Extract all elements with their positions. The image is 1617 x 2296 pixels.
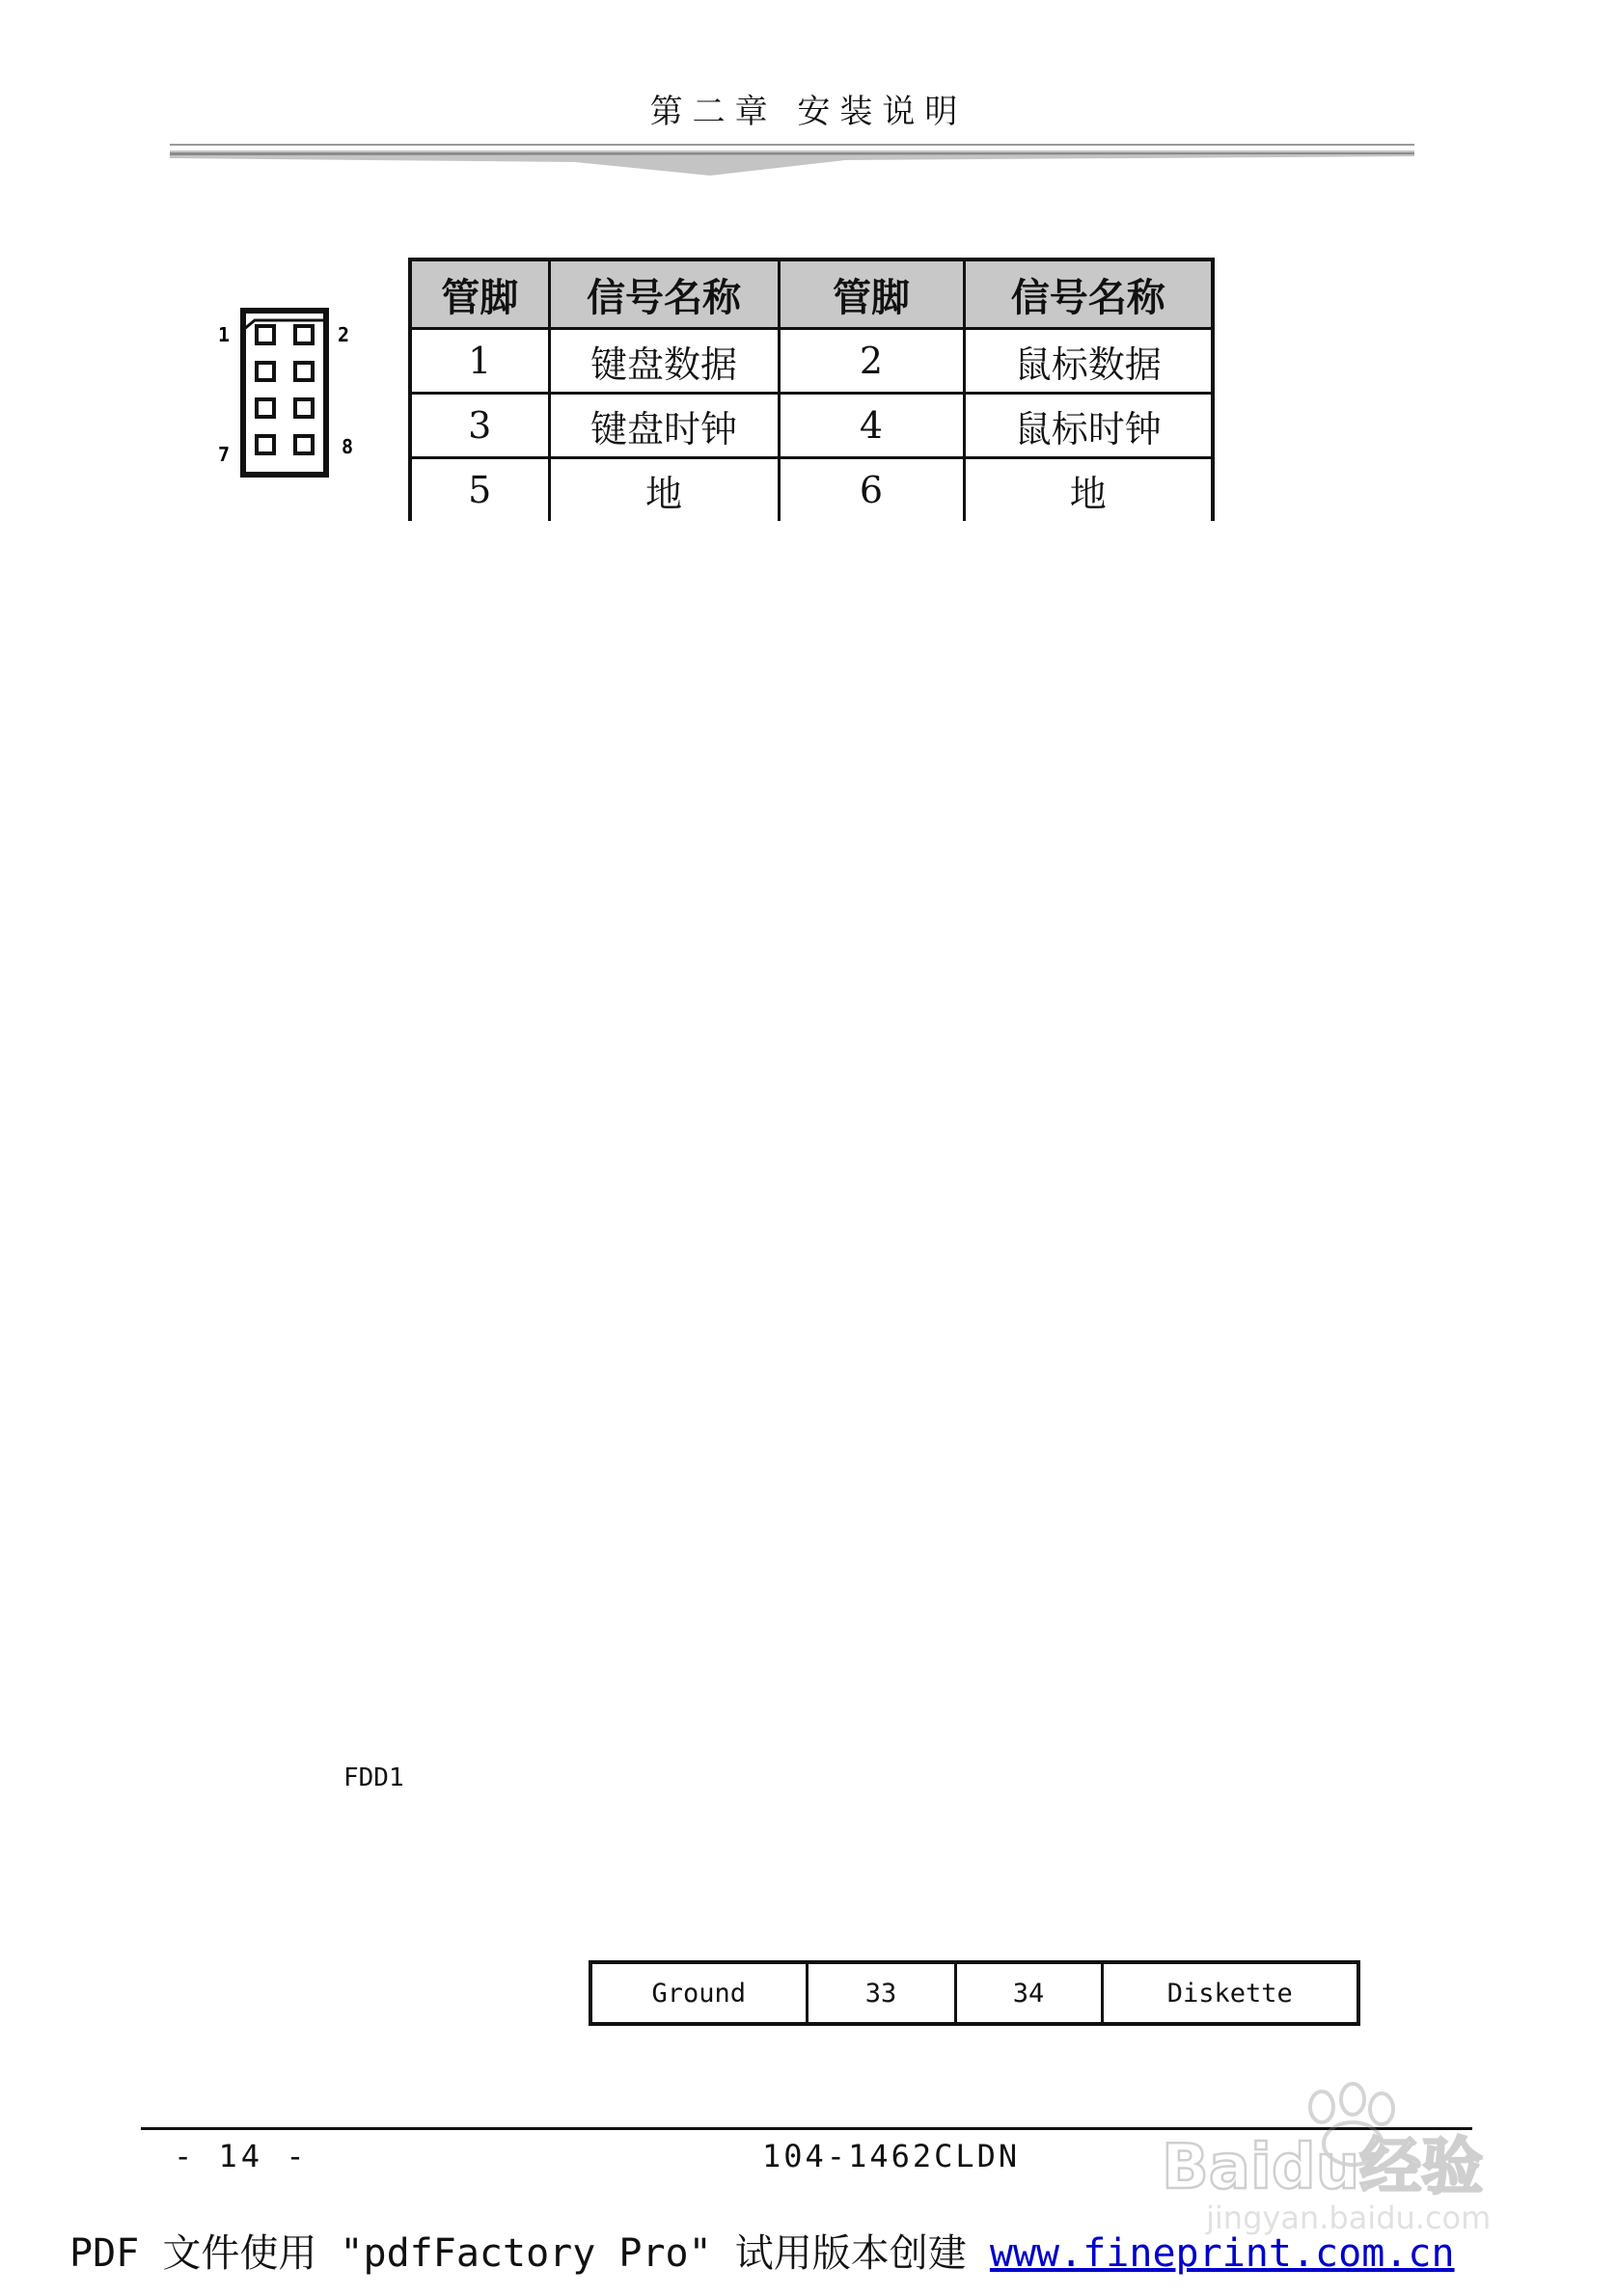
table-cell: 鼠标时钟	[964, 394, 1213, 458]
document-code: 104-1462CLDN	[762, 2138, 1021, 2174]
table-cell: 键盘时钟	[549, 394, 779, 458]
table-cell: 6	[779, 458, 964, 522]
watermark-url: jingyan.baidu.com	[1206, 2200, 1492, 2236]
table-cell: Ground	[590, 1962, 807, 2024]
table-cell: 33	[807, 1962, 955, 2024]
table-cell: 1	[410, 329, 549, 394]
baidu-jingyan-watermark	[1138, 2074, 1544, 2238]
pdf-note-text: PDF 文件使用 "pdfFactory Pro" 试用版本创建	[69, 2231, 990, 2276]
connector-pin-label: 1	[218, 323, 231, 346]
connector-pin-label: 2	[338, 323, 350, 346]
watermark-brand: Baidu经验	[1162, 2132, 1484, 2203]
table-cell: 4	[779, 394, 964, 458]
table-cell: 5	[410, 458, 549, 522]
column-header-signal: 信号名称	[549, 260, 779, 329]
fineprint-link[interactable]: www.fineprint.com.cn	[989, 2231, 1455, 2276]
chapter-title: 第二章 安装说明	[649, 93, 968, 131]
connector-pin-label: 7	[218, 443, 231, 466]
table-cell: 3	[410, 394, 549, 458]
fdd-pin-table	[589, 1960, 1360, 2026]
table-cell: 34	[955, 1962, 1102, 2024]
table-cell: 鼠标数据	[964, 329, 1213, 394]
column-header-signal: 信号名称	[964, 260, 1213, 329]
fdd-connector-label: FDD1	[343, 1763, 404, 1792]
header-rule	[170, 143, 1414, 178]
table-row	[410, 394, 1213, 458]
table-cell: 地	[549, 458, 779, 522]
connector-pin-label: 8	[342, 435, 354, 458]
table-header-row	[410, 260, 1213, 329]
table-row	[410, 329, 1213, 394]
connector-pins	[257, 326, 313, 453]
ps2-connector-diagram	[214, 307, 369, 480]
table-cell: 2	[779, 329, 964, 394]
table-cell: 键盘数据	[549, 329, 779, 394]
pdf-generator-note	[69, 2223, 1575, 2278]
page-number: - 14 -	[174, 2138, 309, 2174]
column-header-pin: 管脚	[779, 260, 964, 329]
table-row	[590, 1962, 1358, 2024]
column-header-pin: 管脚	[410, 260, 549, 329]
ps2-pin-table	[408, 258, 1215, 521]
table-cell: Diskette	[1102, 1962, 1358, 2024]
table-cell: 地	[964, 458, 1213, 522]
table-row	[410, 458, 1213, 522]
